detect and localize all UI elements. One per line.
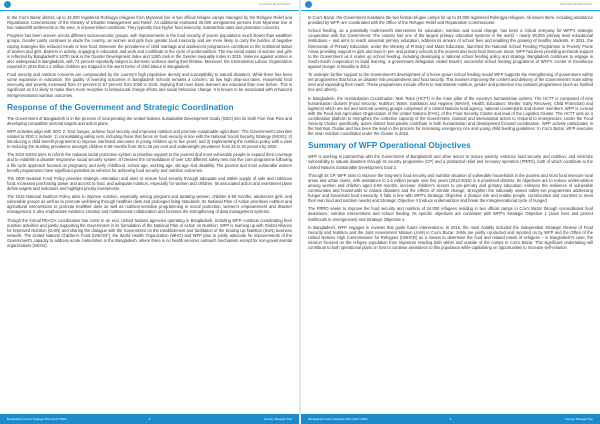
footer-label: Country Strategic Plan: [264, 417, 292, 421]
section-heading: Response of the Government and Strategic Coordination: [7, 101, 234, 112]
page-footer: [0, 414, 299, 424]
right-page: [301, 0, 600, 424]
running-head: Executive Board Report: [560, 2, 592, 6]
page-footer: [301, 414, 600, 424]
wfp-logo-icon: [4, 1, 11, 8]
paragraph: The PRRO seeks to improve the food security and nutrition of 24,000 refugees residing in two official camps in Cox's Bazar through unconditional food assistance, nutrition interventions and school feeding. Its specific objectives are consistent with WFP's Strategic Objective 1 (save lives and protect livelihoods in emergencies) and Strategic Objective 4.: [308, 206, 593, 222]
paragraph: Progress has been uneven across different socioeconomic groups, with improvements in the food security of poorer populations much slower than wealthier groups. Gender parity continues to elude the country, as women and girls face greater food insecurity and are more likely to carry the burden of negative coping strategies like reduced meals or less food. Moreover the prevalence of child marriage and adolescent pregnancies contribute to the nutritional status of women and girls. Barriers in activity, engaging in education and work and contribute to the cycle of undernutrition. The low social status of women and girls is reflected by Bangladesh's 107th rank in the Gender Development Index and 115th rank in the Gender Inequality Index in 2015. Violence against women is also widespread in Bangladesh, with 72 percent reportedly subject to domestic violence during their lifetime. Moreover, the International Labour Organization reported in 2015 that 1.2 million children are trapped in the worst forms of child labour in Bangladesh.: [7, 33, 292, 69]
paragraph: To underpin further support to the Government's development of a home-grown school feeding model WFP supports the strengthening of government safety net programmes that focus on disaster risk preparedness and food security. This involves improving the content and delivery of the Government's main safety nets and expanding their reach. These programmes include efforts to mainstream nutrition, gender and protection into national programmes (such as fortified rice and others).: [308, 72, 593, 93]
paragraph: In Cox's Bazar, the Government maintains the two formal refugee camps for up to 34,000 registered Rohingya refugees. All issues there, including assistance provided by WFP, are coordinated with the Office of the Refugee Relief and Repatriation Commissioner.: [308, 15, 593, 26]
paragraph: In Bangladesh, WFP engages in reviews that guide future interventions. In 2016, the most notably included the Independent Strategic Review of Food Security and Nutrition and the Joint Assessment Mission (JAM) in Cox's Bazar. JAMs are jointly conducted and reported on by WFP and the Office of the United Nations High Commissioner for Refugees (UNHCR) as a means to determine the food and related needs of refugees – in Bangladesh's case, the mission focused on the refugee population from Myanmar residing both within and outside of the camps in Cox's Bazar. This significant undertaking will contribute to both operational plans on how to continue assistance to this population while capitalising on opportunities to increase self-reliance.: [308, 224, 593, 251]
paragraph: WFP activities align with SDG 2, 'End hunger, achieve food security and improved nutrition and promote sustainable agriculture'. The Government's priorities related to SDG 2 include: 1) consolidating safety nets, including those that focus on food security in line with the National Social Security Strategy (NSSS); 2) introducing a child benefit programme to improve nutritional outcomes in young children up to five years; and 3) implementing the nutrition policy with a view to reducing the stunting prevalence amongst children 5-59 months from 36 to 25 per cent and underweight prevalence from 33 to 20 percent by 2020.: [7, 128, 292, 150]
page-header: [0, 0, 299, 11]
left-page-content: [7, 15, 292, 408]
page-number: 5: [449, 417, 452, 421]
paragraph: In the Cox's Bazar district, up to 34,000 registered Rohingya refugees from Myanmar live in two official refugee camps managed by the Refugee Relief and Repatriation Commissioner of the Ministry of Disaster Management and Relief. An additional estimated 30,000 unregistered persons from Myanmar live in two makeshift settlements in the area, in impoverished conditions. They typically face higher food insecurity, malnutrition rates and protection concerns.: [7, 15, 292, 31]
left-page: [0, 0, 299, 424]
footer-doc-title: Bangladesh Country Strategic Plan (2017-2020): [308, 417, 368, 421]
right-page-content: [308, 15, 593, 408]
paragraph: The 2015 National Nutrition Policy aims to improve nutrition, especially among pregnant and lactating women, children 6-59 months, adolescent girls, and vulnerable groups as well as to promote well-being through healthier diets and prolonged living standards. Its National Plan of Action prioritises nutrition and agricultural interventions to promote healthier diets as well as nutrition-sensitive programming in social protection, women's empowerment and disaster management. It also emphasises evidence creation and multisectoral collaboration and foresees the strengthening of data management systems.: [7, 194, 292, 215]
paragraph: Though the formal REACH coordination has come to an end, United Nations agencies operating in Bangladesh, including WFP, continue coordinating their nutrition activities and jointly supporting the Government in its formulation of the National Plan of Action on Nutrition. WFP is teaming up with Global Alliance for Improved Nutrition (GAIN) and sharing the dialogue with the Government on the establishment and facilitation of the Scaling Up Nutrition (SUN) business network. The United Nations Children's Fund (UNICEF), the World Health Organization (WHO) and WFP plan to jointly advocate for improvements of the Government's capacity to address acute malnutrition in the Bangladesh, where there is no health services outreach mechanism except for non-governmental organizations (NGOs).: [7, 217, 292, 249]
paragraph: The Government of Bangladesh is in the process of incorporating the United Nations Sustainable Development Goals (SDG) into its Sixth Five Year Plan and developing compatible sectoral targets and action plans.: [7, 115, 292, 126]
paragraph: WFP is working in partnership with the Government of Bangladesh and other actors to reduce poverty, enhance food security and nutrition, and minimize vulnerability to natural disasters through its country programme (CP) and a protracted relief and recovery operation (PRRO), both of which contribute to the United Nations Sustainable Development Goal 2.: [308, 154, 593, 170]
section-heading: Summary of WFP Operational Objectives: [308, 140, 471, 151]
paragraph: The 2006 National Food Policy provides strategic orientation and aims to ensure food security through adequate and stable supply of safe and nutritious food, increased purchasing power and access to food, and adequate nutrition, especially for women and children. Its associated action and investment plans define targets and indicators and highlight priority investments.: [7, 175, 292, 191]
running-head: Executive Board Report: [259, 2, 291, 6]
page-number: 4: [148, 417, 151, 421]
paragraph: In Bangladesh, the Humanitarian Coordination Task Team (HCTT) is the main pillar of the country's humanitarian system. The HCTT is composed of nine humanitarian clusters (Food Security; Nutrition; Water, Sanitation and Hygiene (WASH); Health; Education; Shelter; Early Recovery; Child Protection) and logistics) which are led and sectoral working groups comprised of a United Nations lead agency, national counterparts and cluster members. WFP is co-lead with the Food and Agriculture Organization of the United Nations (FAO), of the Food Security Cluster and lead of the Logistics Cluster. The HCTT acts as a coordination platform to strengthen the collective capacity of the Government, national and international actors to respond to emergencies. Under the Food Security Cluster specifically, actors district food panels contribute in both humanitarian and development focused coordination, WFP actively participates in the Nutrition Cluster and has been the lead in the process for increasing emergency rice and young child feeding guidelines. In Cox's Bazar, WFP executes the main nutrition coordinator under the Cluster in 2016.: [308, 95, 593, 137]
footer-doc-title: Bangladesh Country Strategic Plan (2017-2020): [7, 417, 67, 421]
footer-label: Country Strategic Plan: [565, 417, 593, 421]
paragraph: School feeding, as a potentially multi-benefit intervention for education, nutrition and social change, has been a critical entryway for WFP's strategic cooperation with the Government. The country has one of the largest primary education systems in the world – nearly 90,000 primary level educational institutions – and aims to reach universal primary education, address its arrears of school fees and enabling the growing of healthy students. In 2011, the Directorate of Primary Education, under the Ministry of Primary and Mass Education, launched the National School Feeding Programme in Poverty Prone Areas providing support to girls and boys in pre- and primary schools in the poorest and most food insecure areas. WFP has been providing technical support to the Government as it scales up school feeding, including developing a national school feeding policy and strategy. Bangladesh continues to engage in South-South cooperation to build learning; a government delegation visited Brazil's successful school feeding programme at WFP's Centre of Excellence against Hunger in Brasilia in 2012.: [308, 28, 593, 69]
page-header: [301, 0, 600, 11]
paragraph: Through its CP, WFP aims to improve the long-term food security and nutrition situation of vulnerable households in the poorest and most food insecure rural areas and urban slums, with assistance to 2.6 million people over five years (2012-2016) in 6 prioritised districts. Its objectives are to reduce undernutrition among women and children aged 6-59 months; increase children's access to pre-primary and primary education; enhance the resilience of vulnerable communities and households to natural disasters and the effects of climate change; strengthen the nationally owned safety-net programmes addressing hunger and household food insecurity. It falls in line with WFP's Strategic Objective 2 (reduce risk and enable people, communities and countries to meet their own food and nutrition needs) and Strategic Objective 4 (reduce undernutrition and break the intergenerational cycle of hunger).: [308, 172, 593, 204]
paragraph: Food security and nutrition concerns are compounded by the country's high population density and susceptibility to natural disasters. While there has been some expansion in education, the quality of learning outcomes in Bangladesh schools remains a concern, as low high drop-out rates. Household food insecurity and poverty increased from 47 percent to 57 percent from 2008 to 2015, implying that more basic learners are educated than ever before. This is significant as it is likely to make them more receptive to behavioural change efforts and social behaviour change. It is known to be associated with enhanced intergenerational nutrition outcomes.: [7, 72, 292, 98]
wfp-logo-icon: [305, 1, 312, 8]
paragraph: The 2015 NSSS aims to reform the national social protection system to prioritise support to the poorest and most vulnerable people to expand their coverage and to establish a disaster responsive social security system. It foresees the consolidation of over 140 different safety nets into five core programme following a life cycle approach focused on pregnancy and early childhood, school age, working age, old age and disability. The poorest and most vulnerable women benefit programmes have significant potential as vehicles for achieving food security and nutrition outcomes.: [7, 152, 292, 173]
